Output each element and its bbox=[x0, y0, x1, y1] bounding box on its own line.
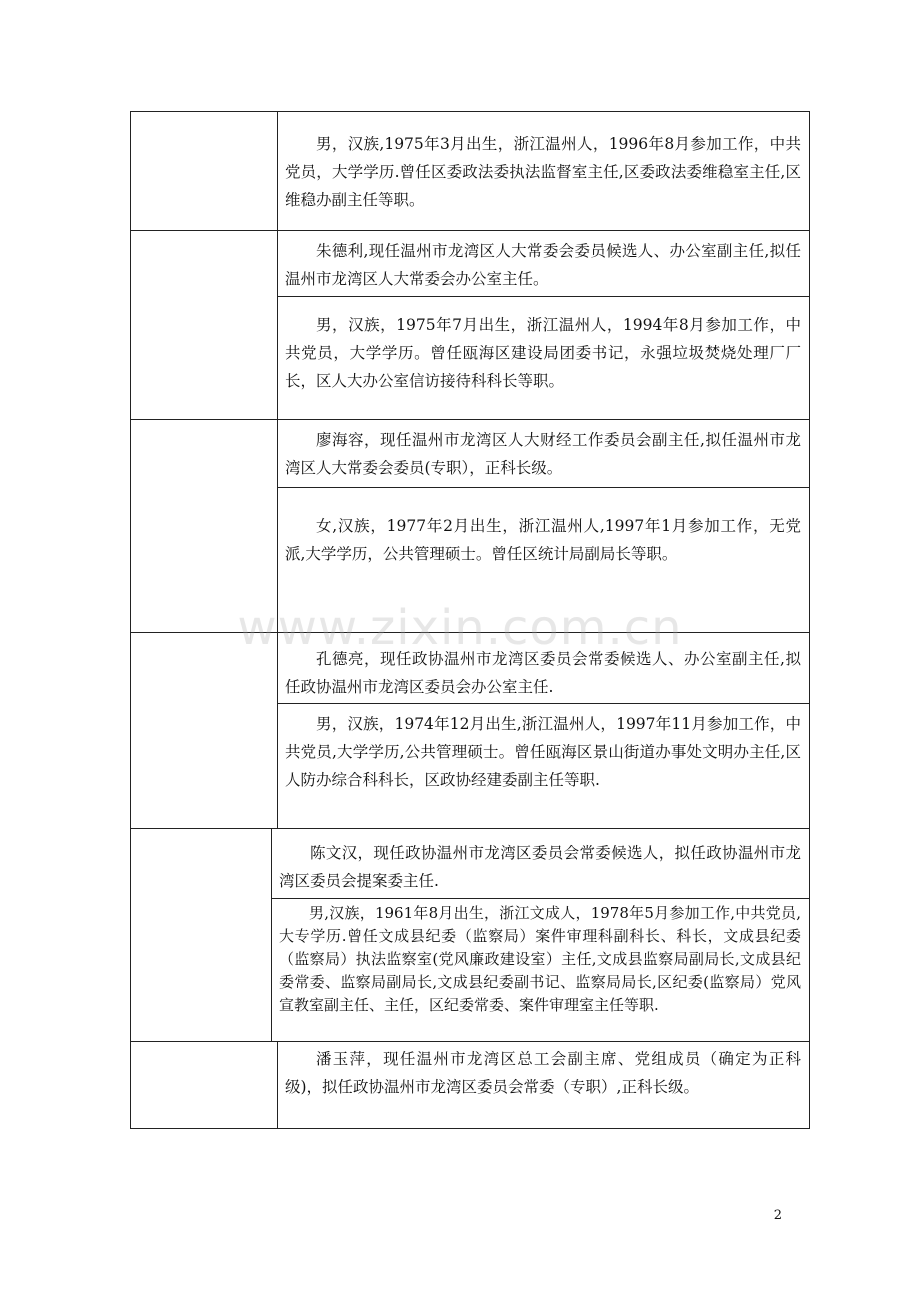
position-text: 朱德利,现任温州市龙湾区人大常委会委员候选人、办公室副主任,拟任温州市龙湾区人大常委会办公室主任。 bbox=[285, 242, 801, 288]
table-row bbox=[131, 633, 809, 829]
name-column-cell bbox=[131, 420, 278, 632]
table-row bbox=[131, 231, 809, 420]
name-column-cell bbox=[131, 1042, 278, 1128]
position-text: 潘玉萍，现任温州市龙湾区总工会副主席、党组成员（确定为正科级)，拟任政协温州市龙湾区委员会常委（专职）,正科长级。 bbox=[285, 1050, 801, 1096]
name-column-cell bbox=[131, 829, 272, 1041]
table-row bbox=[131, 420, 809, 633]
name-column-cell bbox=[131, 231, 278, 419]
profile-text: 男，汉族，1975年7月出生，浙江温州人，1994年8月参加工作，中共党员，大学学历。曾任瓯海区建设局团委书记，永强垃圾焚烧处理厂厂长，区人大办公室信访接待科科长等职。 bbox=[278, 296, 809, 418]
position-text: 陈文汉，现任政协温州市龙湾区委员会常委候选人，拟任政协温州市龙湾区委员会提案委主任. bbox=[279, 844, 801, 890]
appointment-table bbox=[130, 111, 810, 1129]
profile-text: 男，汉族，1974年12月出生,浙江温州人，1997年11月参加工作，中共党员,大学学历,公共管理硕士。曾任瓯海区景山街道办事处文明办主任,区人防办综合科科长，区政协经建委副主任等职. bbox=[278, 703, 809, 827]
info-column bbox=[278, 633, 809, 828]
name-column-cell bbox=[131, 112, 278, 230]
profile-text: 男,汉族，1961年8月出生，浙江文成人，1978年5月参加工作,中共党员,大专学历.曾任文成县纪委（监察局）案件审理科副科长、科长，文成县纪委（监察局）执法监察室(党风廉政建设室）主任,文成县监察局副局长,文成县纪委常委、监察局副局长,文成县纪委副书记、监察局局长,区纪委(监察局）党风宣教室副主任、主任，区纪委常委、案件审理室主任等职. bbox=[272, 898, 809, 1040]
position-text: 廖海容，现任温州市龙湾区人大财经工作委员会副主任,拟任温州市龙湾区人大常委会委员(专职），正科长级。 bbox=[285, 431, 801, 477]
info-column bbox=[278, 420, 809, 632]
profile-text: 男，汉族,1975年3月出生，浙江温州人，1996年8月参加工作，中共党员，大学学历.曾任区委政法委执法监督室主任,区委政法委维稳室主任,区维稳办副主任等职。 bbox=[285, 135, 801, 209]
info-column bbox=[278, 231, 809, 419]
table-row bbox=[131, 829, 809, 1042]
info-column bbox=[278, 1042, 809, 1128]
table-row bbox=[131, 112, 809, 231]
info-column bbox=[278, 112, 809, 230]
position-text: 孔德亮，现任政协温州市龙湾区委员会常委候选人、办公室副主任,拟任政协温州市龙湾区委员会办公室主任. bbox=[285, 650, 801, 696]
page-number: 2 bbox=[773, 1208, 782, 1223]
watermark: www.zixin.com.cn bbox=[237, 600, 683, 656]
info-column bbox=[272, 829, 809, 1041]
profile-text: 女,汉族，1977年2月出生，浙江温州人,1997年1月参加工作，无党派,大学学历，公共管理硕士。曾任区统计局副局长等职。 bbox=[278, 487, 809, 631]
table-row bbox=[131, 1042, 809, 1129]
name-column-cell bbox=[131, 633, 278, 828]
